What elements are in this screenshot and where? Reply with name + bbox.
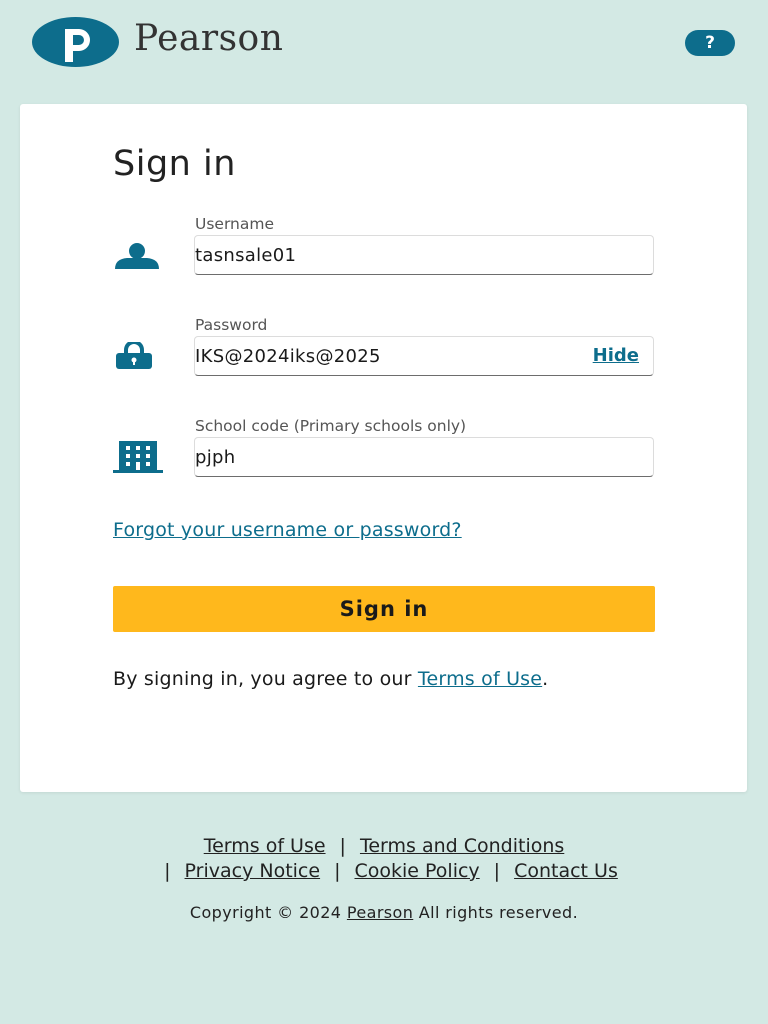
password-field[interactable] — [194, 336, 654, 376]
copyright-suffix: All rights reserved. — [413, 903, 579, 922]
school-code-field[interactable] — [194, 437, 654, 477]
footer-cookie-policy-link[interactable]: Cookie Policy — [354, 860, 480, 882]
lock-icon — [113, 342, 155, 370]
user-icon — [113, 242, 161, 270]
footer-links-row-2 — [0, 860, 768, 882]
footer-links-row-1 — [0, 835, 768, 857]
terms-of-use-link[interactable]: Terms of Use — [417, 668, 543, 690]
footer-contact-us-link[interactable]: Contact Us — [514, 860, 618, 882]
footer-separator: | — [164, 860, 171, 882]
username-value: tasnsale01 — [195, 245, 297, 266]
copyright-pearson-link[interactable]: Pearson — [346, 903, 414, 922]
sign-in-button[interactable]: Sign in — [113, 586, 655, 632]
copyright-prefix: Copyright © 2024 — [189, 903, 347, 922]
copyright — [0, 903, 768, 922]
pearson-logo-icon[interactable] — [32, 17, 119, 67]
forgot-credentials-link[interactable]: Forgot your username or password? — [113, 519, 462, 541]
help-button[interactable]: ? — [685, 30, 735, 56]
footer-separator: | — [493, 860, 501, 882]
agreement-period: . — [542, 668, 549, 690]
password-value: IKS@2024iks@2025 — [195, 346, 381, 367]
school-code-value: pjph — [195, 447, 236, 468]
footer-separator: | — [339, 835, 346, 857]
password-label: Password — [195, 316, 268, 334]
footer-terms-of-use-link[interactable]: Terms of Use — [203, 835, 326, 857]
brand-name: Pearson — [134, 18, 284, 59]
terms-agreement — [113, 668, 663, 690]
footer-privacy-notice-link[interactable]: Privacy Notice — [184, 860, 321, 882]
footer-terms-and-conditions-link[interactable]: Terms and Conditions — [359, 835, 565, 857]
agreement-text: By signing in, you agree to our — [113, 668, 418, 690]
signin-card — [20, 104, 747, 792]
footer-separator: | — [334, 860, 341, 882]
school-code-label: School code (Primary schools only) — [195, 417, 467, 435]
page-title: Sign in — [113, 144, 236, 184]
username-label: Username — [195, 215, 275, 233]
username-field[interactable] — [194, 235, 654, 275]
hide-password-toggle[interactable]: Hide — [592, 345, 639, 366]
header — [0, 0, 768, 90]
building-icon — [113, 439, 163, 474]
